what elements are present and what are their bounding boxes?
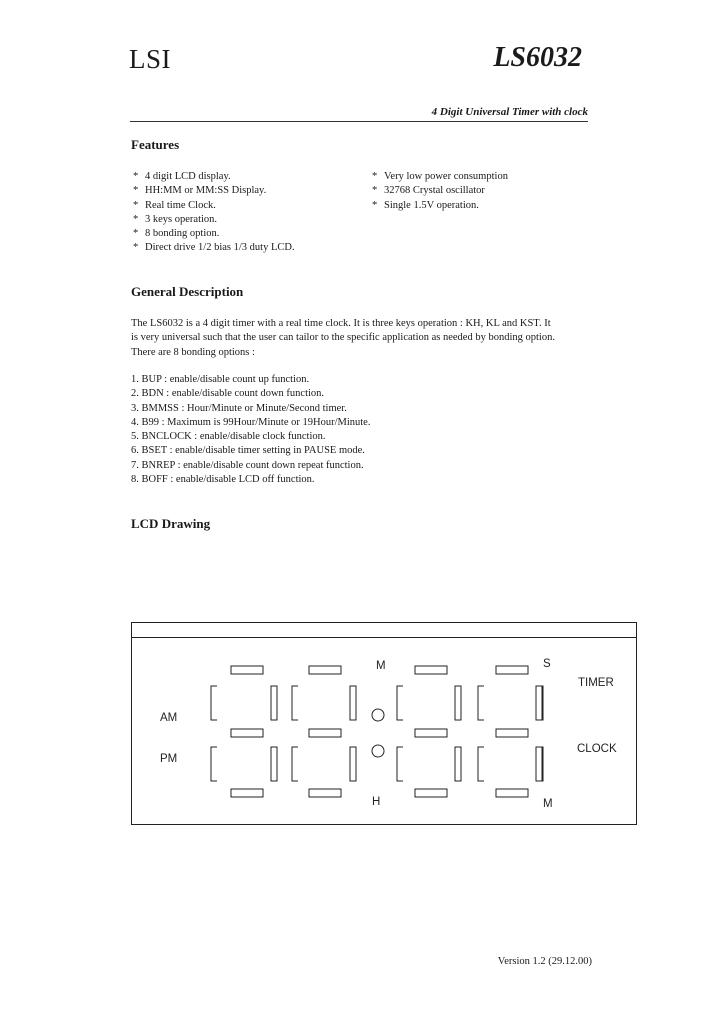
document-subtitle: 4 Digit Universal Timer with clock [431,106,588,118]
bonding-option: 2. BDN : enable/disable count down function. [131,388,325,400]
lcd-digit-3-segment-lower-left [397,747,403,781]
lcd-digit-4-segment-upper-right [536,686,542,720]
lcd-digit-3-segment-top [415,666,447,674]
bonding-option: 3. BMMSS : Hour/Minute or Minute/Second timer. [131,402,347,414]
description-line: There are 8 bonding options : [131,346,255,358]
lcd-digit-2-segment-upper-left [292,686,298,720]
lcd-digit-4-segment-lower-left [478,747,484,781]
feature-item: * Very low power consumption [370,170,508,184]
bonding-option: 6. BSET : enable/disable timer setting in PAUSE mode. [131,445,365,457]
lcd-digit-2-segment-bottom [309,789,341,797]
bonding-option: 1. BUP : enable/disable count up function. [131,374,310,385]
lcd-label-minute-top: M [376,660,386,672]
lcd-digit-3-segment-upper-left [397,686,403,720]
bonding-options-list [131,373,370,487]
feature-item: * HH:MM or MM:SS Display. [131,184,295,198]
lcd-drawing-frame [131,622,637,825]
lcd-digit-3-segment-upper-right [455,686,461,720]
lcd-label-clock: CLOCK [577,743,617,755]
lcd-label-second-top: S [543,658,551,670]
lcd-label-am: AM [160,712,178,724]
lcd-digit-1-segment-lower-left [211,747,217,781]
lcd-digit-3-segment-lower-right [455,747,461,781]
lcd-digit-4-segment-middle [496,729,528,737]
header-rule [130,121,588,122]
lcd-digit-1-segment-upper-right [271,686,277,720]
bonding-option: 7. BNREP : enable/disable count down repeat function. [131,459,364,471]
bonding-option: 4. B99 : Maximum is 99Hour/Minute or 19Hour/Minute. [131,416,371,428]
feature-item: * Single 1.5V operation. [370,199,508,213]
lcd-digit-2-segment-middle [309,729,341,737]
lcd-digit-1-segment-top [231,666,263,674]
feature-item: * 32768 Crystal oscillator [370,184,508,198]
lcd-colon-upper-dot [372,709,384,721]
lcd-digit-3-segment-middle [415,729,447,737]
lcd-digit-2-segment-lower-left [292,747,298,781]
bonding-option: 8. BOFF : enable/disable LCD off function. [131,474,315,486]
bonding-option: 5. BNCLOCK : enable/disable clock function. [131,431,326,443]
features-heading: Features [131,137,180,152]
lcd-digit-1-segment-bottom [231,789,263,797]
features-list-right [370,170,508,213]
lcd-digit-1-segment-middle [231,729,263,737]
feature-item: * 3 keys operation. [131,213,295,227]
lcd-digit-2-segment-lower-right [350,747,356,781]
lcd-digit-2-segment-upper-right [350,686,356,720]
lcd-digit-4-segment-top [496,666,528,674]
lcd-label-pm: PM [160,753,178,765]
general-description-heading: General Description [131,284,244,299]
lcd-label-minute-bottom: M [543,798,553,810]
feature-item: * 4 digit LCD display. [131,170,295,184]
lcd-colon-lower-dot [372,745,384,757]
lcd-label-hour-bottom: H [372,796,381,808]
part-number: LS6032 [493,42,582,73]
feature-item: * Real time Clock. [131,199,295,213]
lcd-digit-3-segment-bottom [415,789,447,797]
lcd-segment-diagram [132,623,636,824]
brand-name: LSI [129,44,171,74]
general-description-text [131,317,591,360]
version-info: Version 1.2 (29.12.00) [497,956,592,967]
description-line: The LS6032 is a 4 digit timer with a real time clock. It is three keys operation : KH, KL and KST. It [131,318,551,329]
features-list-left [131,170,295,256]
lcd-drawing-heading: LCD Drawing [131,516,211,531]
lcd-digit-1-segment-upper-left [211,686,217,720]
feature-item: * Direct drive 1/2 bias 1/3 duty LCD. [131,241,295,255]
lcd-digit-4-segment-upper-left [478,686,484,720]
lcd-digit-4-segment-bottom [496,789,528,797]
lcd-digit-4-segment-lower-right [536,747,542,781]
feature-item: * 8 bonding option. [131,227,295,241]
lcd-digit-2-segment-top [309,666,341,674]
lcd-digit-1-segment-lower-right [271,747,277,781]
description-line: is very universal such that the user can tailor to the specific application as needed by bonding option. [131,332,555,344]
lcd-label-timer: TIMER [578,677,614,689]
